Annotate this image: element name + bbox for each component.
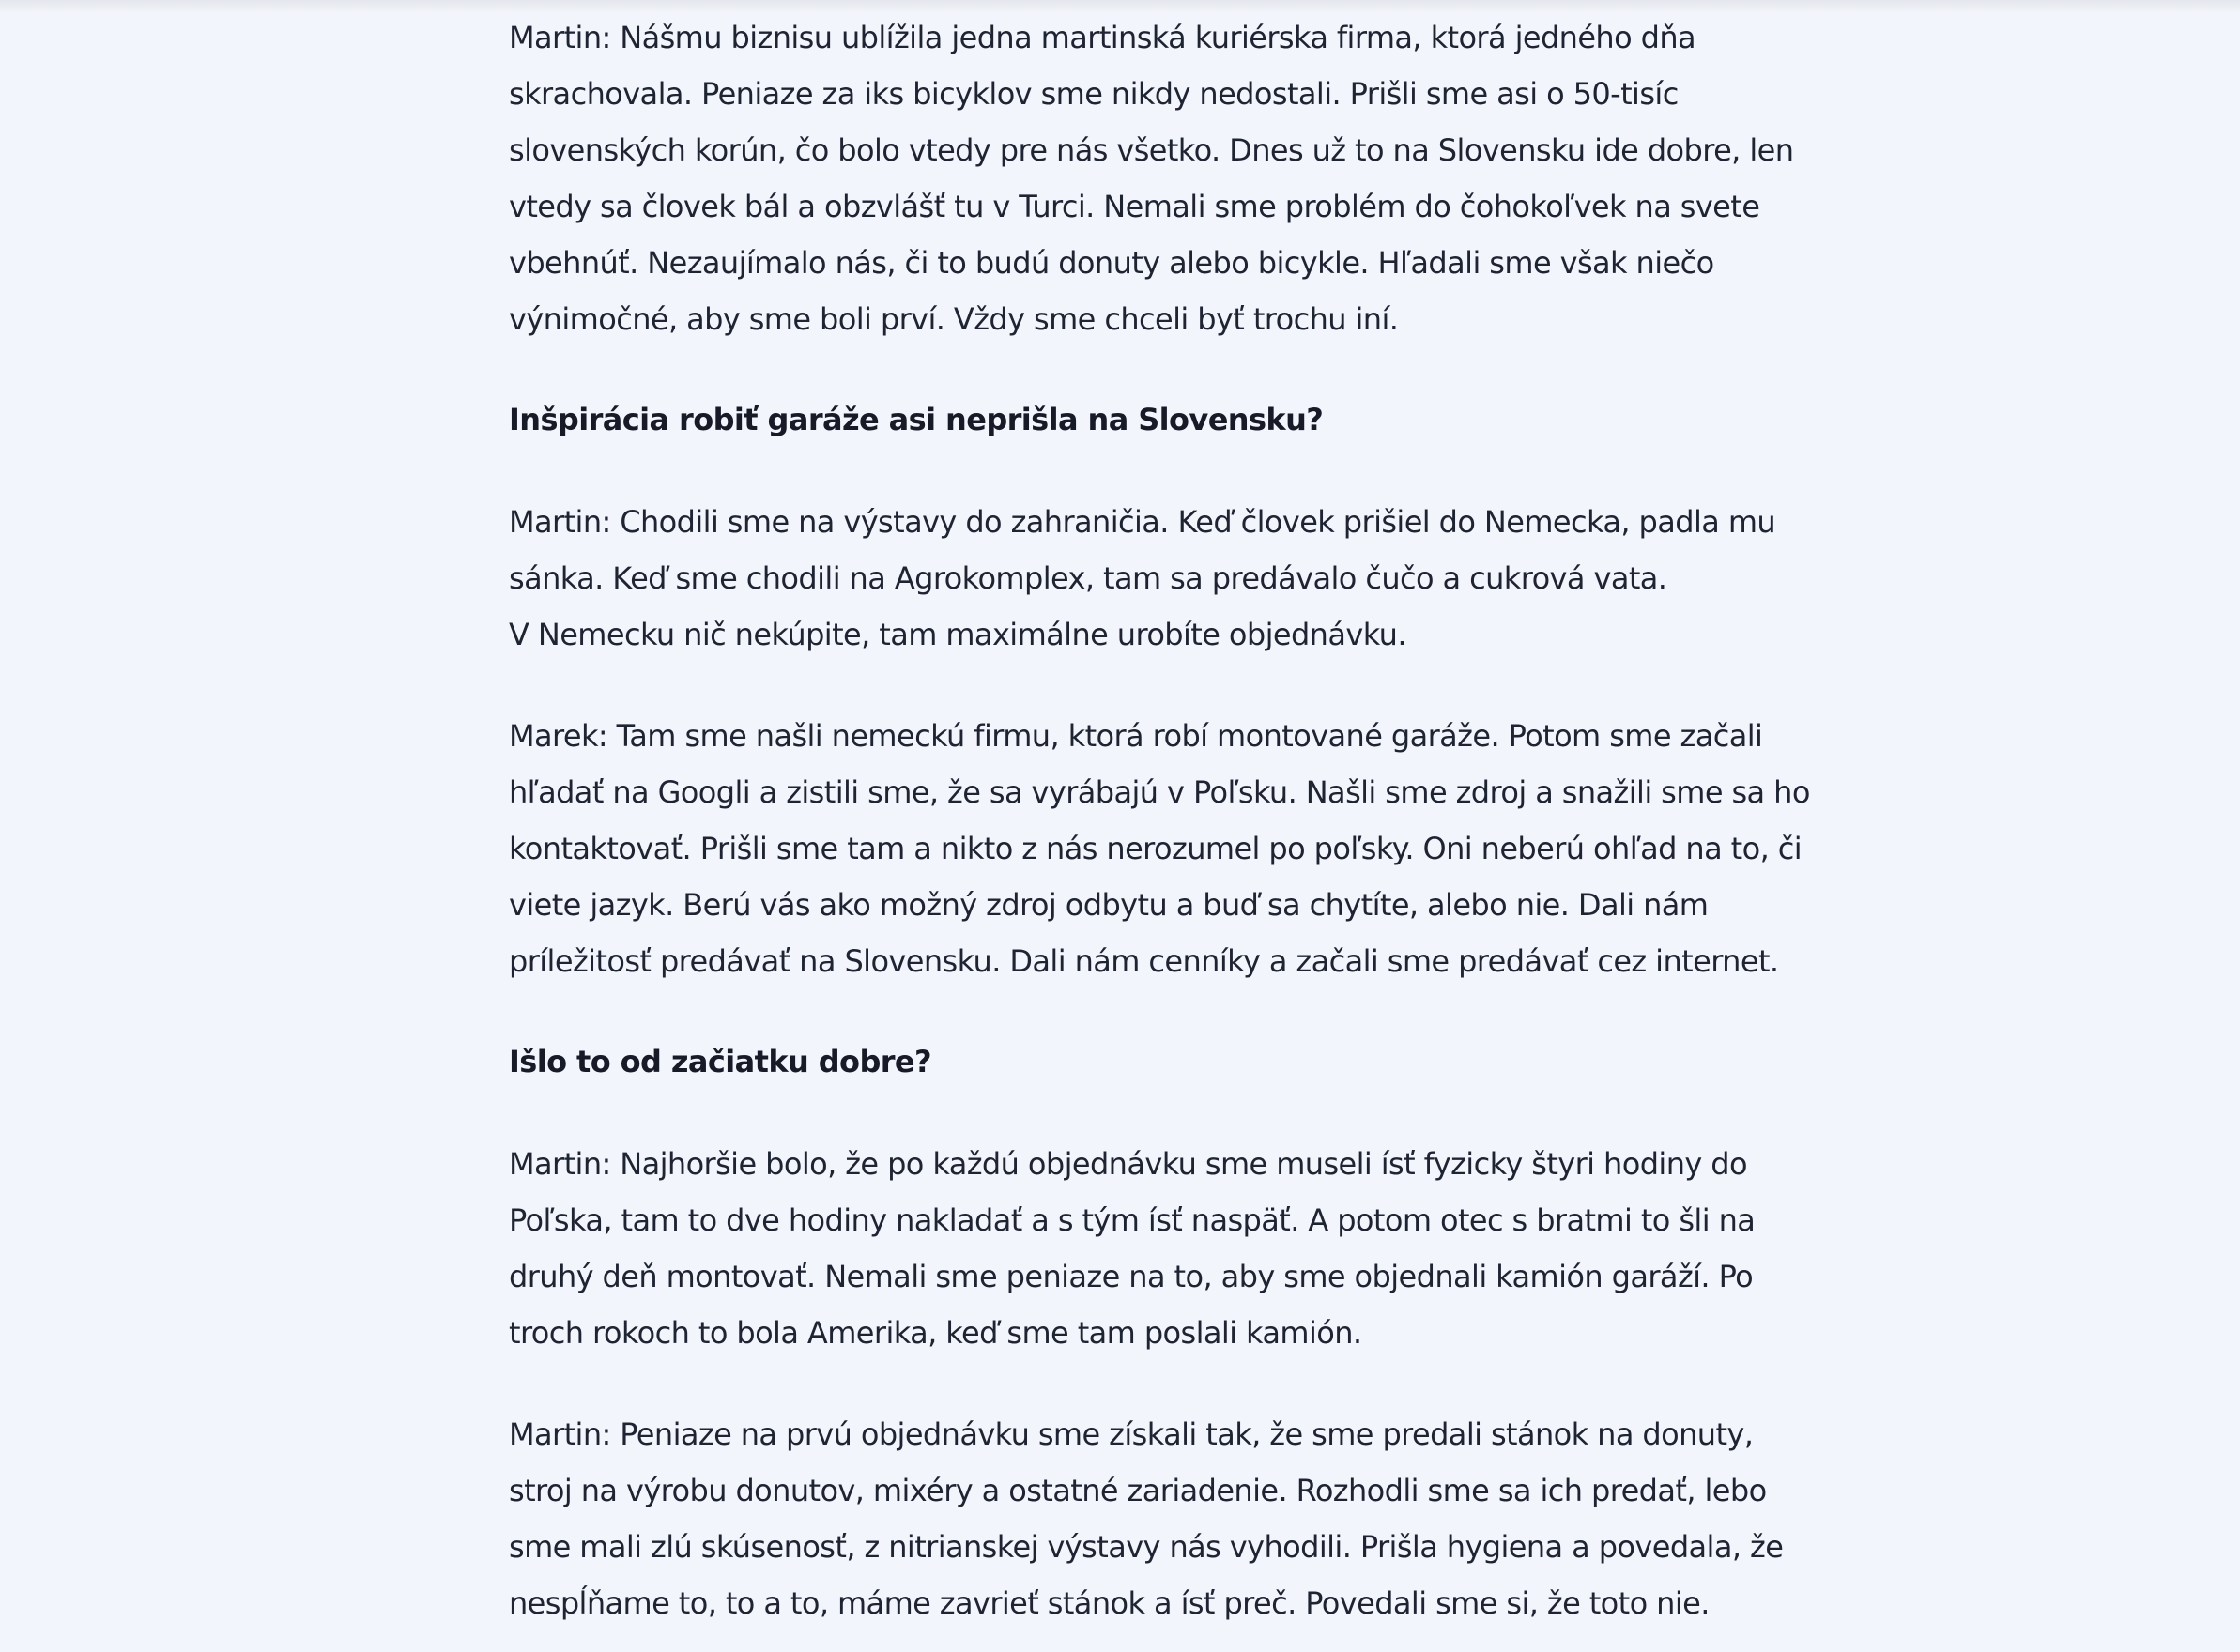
interview-question-beginning <box>509 1033 931 1090</box>
text-line: viete jazyk. Berú vás ako možný zdroj odbytu a buď sa chytíte, alebo nie. Dali nám <box>509 887 1709 923</box>
text-line: V Nemecku nič nekúpite, tam maximálne urobíte objednávku. <box>509 617 1406 652</box>
paragraph-martin-first-order <box>509 1406 1783 1631</box>
text-line: Poľska, tam to dve hodiny nakladať a s tým ísť naspäť. A potom otec s bratmi to šli na <box>509 1202 1756 1238</box>
paragraph-martin-courier <box>509 9 1793 347</box>
text-line: sánka. Keď sme chodili na Agrokomplex, tam sa predávalo čučo a cukrová vata. <box>509 560 1667 596</box>
text-line: druhý deň montovať. Nemali sme peniaze na to, aby sme objednali kamión garáží. Po <box>509 1259 1754 1294</box>
interview-question-inspiration <box>509 391 1323 448</box>
text-line: vbehnúť. Nezaujímalo nás, či to budú donuty alebo bicykle. Hľadali sme však niečo <box>509 245 1714 281</box>
text-line: Martin: Chodili sme na výstavy do zahraničia. Keď človek prišiel do Nemecka, padla mu <box>509 504 1776 540</box>
text-line: nespĺňame to, to a to, máme zavrieť stánok a ísť preč. Povedali sme si, že toto nie. <box>509 1585 1710 1621</box>
text-line: hľadať na Googli a zistili sme, že sa vyrábajú v Poľsku. Našli sme zdroj a snažili sme sa ho <box>509 774 1810 810</box>
text-line: stroj na výrobu donutov, mixéry a ostatné zariadenie. Rozhodli sme sa ich predať, lebo <box>509 1473 1767 1508</box>
text-line: Martin: Najhoršie bolo, že po každú objednávku sme museli ísť fyzicky štyri hodiny do <box>509 1146 1747 1182</box>
text-line: Martin: Peniaze na prvú objednávku sme získali tak, že sme predali stánok na donuty, <box>509 1416 1754 1452</box>
text-line: troch rokoch to bola Amerika, keď sme tam poslali kamión. <box>509 1315 1362 1351</box>
paragraph-marek-german-firm <box>509 708 1810 989</box>
paragraph-martin-poland-trips <box>509 1136 1755 1361</box>
text-line: Marek: Tam sme našli nemeckú firmu, ktorá robí montované garáže. Potom sme začali <box>509 718 1763 754</box>
paragraph-martin-exhibitions <box>509 494 1775 663</box>
text-line: výnimočné, aby sme boli prví. Vždy sme chceli byť trochu iní. <box>509 301 1399 337</box>
text-line: skrachovala. Peniaze za iks bicyklov sme nikdy nedostali. Prišli sme asi o 50-tisíc <box>509 76 1679 112</box>
text-line: kontaktovať. Prišli sme tam a nikto z nás nerozumel po poľsky. Oni neberú ohľad na to, či <box>509 831 1803 866</box>
question-text: Išlo to od začiatku dobre? <box>509 1044 931 1079</box>
question-text: Inšpirácia robiť garáže asi neprišla na Slovensku? <box>509 402 1324 437</box>
text-line: príležitosť predávať na Slovensku. Dali nám cenníky a začali sme predávať cez internet. <box>509 943 1779 979</box>
text-line: Martin: Nášmu biznisu ublížila jedna martinská kuriérska firma, ktorá jedného dňa <box>509 20 1696 55</box>
text-line: vtedy sa človek bál a obzvlášť tu v Turci. Nemali sme problém do čohokoľvek na svete <box>509 189 1760 224</box>
text-line: slovenských korún, čo bolo vtedy pre nás všetko. Dnes už to na Slovensku ide dobre, len <box>509 132 1794 168</box>
text-line: sme mali zlú skúsenosť, z nitrianskej výstavy nás vyhodili. Prišla hygiena a povedala, že <box>509 1529 1784 1565</box>
